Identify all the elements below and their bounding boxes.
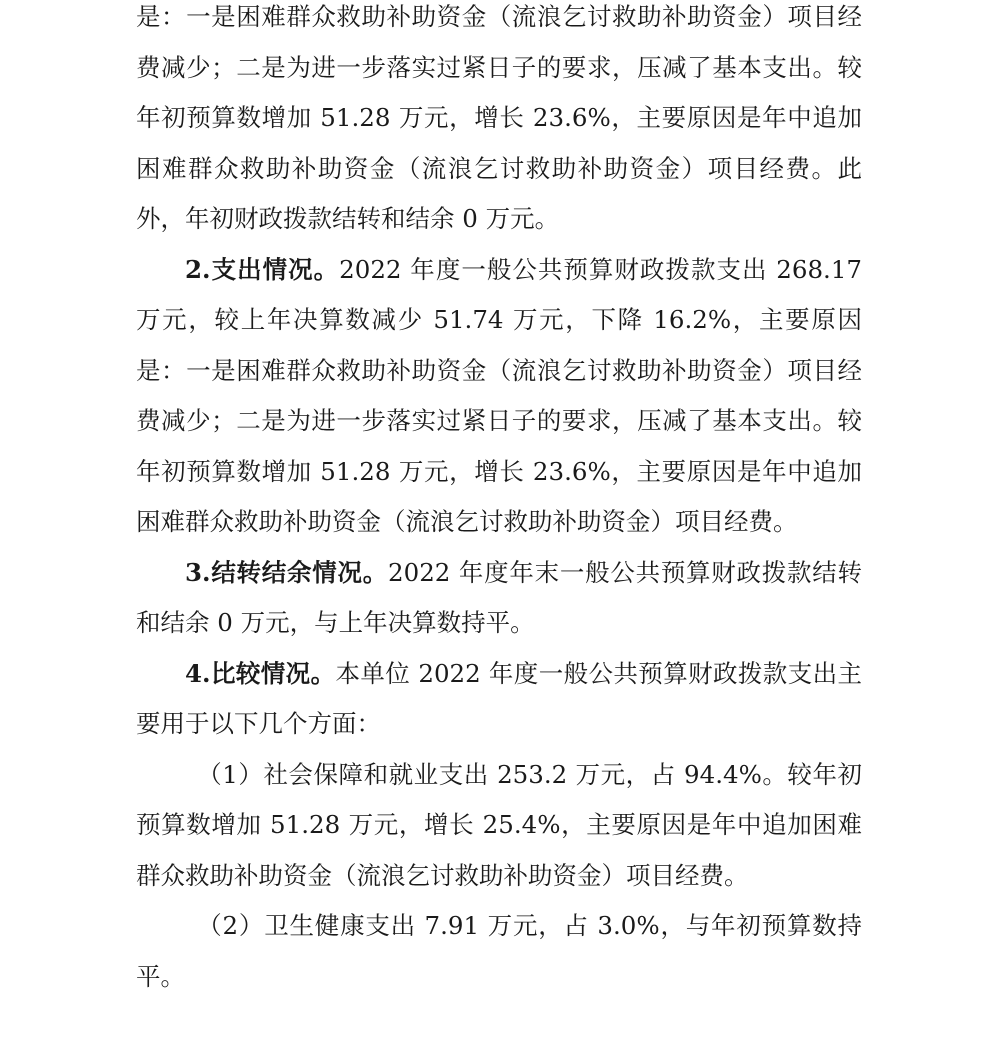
list-item-health: （2）卫生健康支出 7.91 万元，占 3.0%，与年初预算数持平。 <box>136 911 862 991</box>
paragraph-expenditure-body: 2022 年度一般公共预算财政拨款支出 268.17 万元，较上年决算数减少 51.74 万元，下降 16.2%，主要原因是：一是困难群众救助补助资金（流浪乞讨救助补助资金）项目经费减少；二是为进一步落实过紧日子的要求，压减了基本支出。较年初预算数增加 51.28 万元，增长 23.6%，主要原因是年中追加困难群众救助补助资金（流浪乞讨救助补助资金）项目经费。 <box>136 254 863 536</box>
paragraph-comparison-body: 本单位 2022 年度一般公共预算财政拨款支出主要用于以下几个方面： <box>136 658 862 738</box>
section-heading-expenditure: 2.支出情况。 <box>185 254 340 284</box>
document-page <box>136 0 862 1002</box>
paragraph-carryover <box>136 548 862 649</box>
section-heading-comparison: 4.比较情况。 <box>185 658 336 688</box>
paragraph-carryover-body: 2022 年度年末一般公共预算财政拨款结转和结余 0 万元，与上年决算数持平。 <box>136 557 863 637</box>
list-item-social-security: （1）社会保障和就业支出 253.2 万元，占 94.4%。较年初预算数增加 51.28 万元，增长 25.4%，主要原因是年中追加困难群众救助补助资金（流浪乞讨救助补助资金）项目经费。 <box>136 759 862 890</box>
paragraph-comparison <box>136 649 862 750</box>
paragraph-income-continued: 是：一是困难群众救助补助资金（流浪乞讨救助补助资金）项目经费减少；二是为进一步落实过紧日子的要求，压减了基本支出。较年初预算数增加 51.28 万元，增长 23.6%，主要原因是年中追加困难群众救助补助资金（流浪乞讨救助补助资金）项目经费。此外，年初财政拨款结转和结余 0 万元。 <box>136 2 862 233</box>
paragraph-expenditure <box>136 245 862 548</box>
section-heading-carryover: 3.结转结余情况。 <box>185 557 389 587</box>
